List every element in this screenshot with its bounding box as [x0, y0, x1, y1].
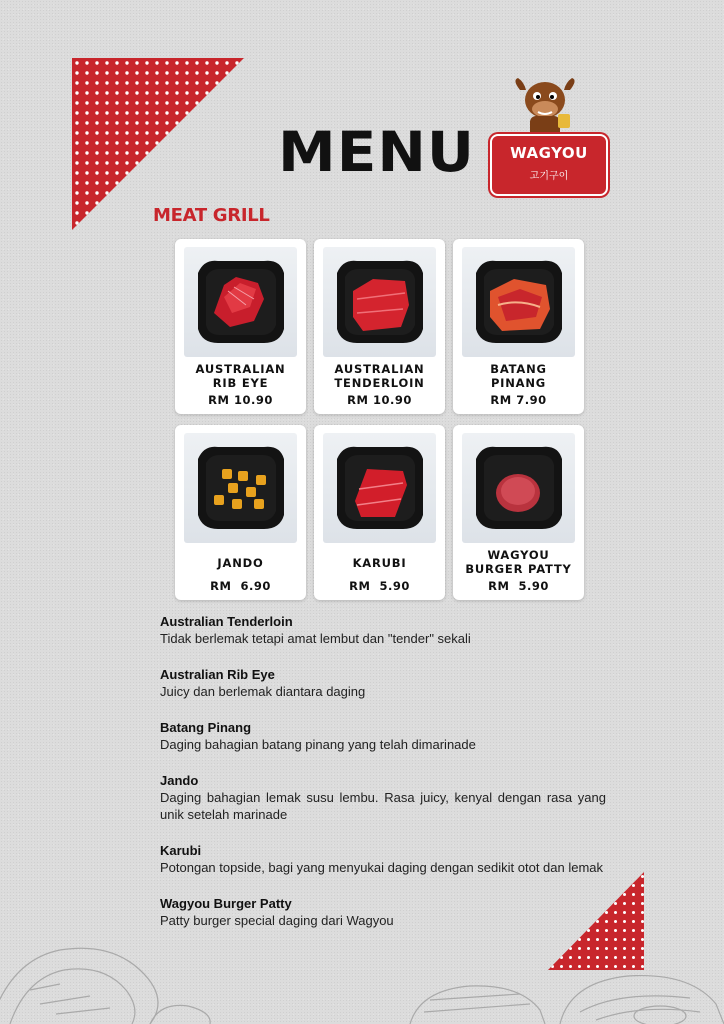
karubi-photo: [323, 433, 436, 543]
description-text: Tidak berlemak tetapi amat lembut dan "tender" sekali: [160, 631, 471, 646]
logo-badge: [490, 134, 608, 196]
description-item: [160, 772, 606, 823]
meat-sketch-illustration: [0, 920, 724, 1024]
jando-photo: [184, 433, 297, 543]
batang-pinang-photo: [462, 247, 575, 357]
menu-card-karubi: [314, 425, 445, 600]
description-name: Batang Pinang: [160, 720, 252, 735]
menu-card-australian-rib-eye: [175, 239, 306, 414]
tenderloin-photo: [323, 247, 436, 357]
cow-mascot-icon: [510, 76, 580, 142]
description-item: [160, 842, 606, 876]
menu-card-jando: [175, 425, 306, 600]
description-item: [160, 613, 606, 647]
section-title: MEAT GRILL: [153, 205, 270, 226]
menu-card-name: AUSTRALIAN TENDERLOIN: [334, 362, 425, 390]
menu-card-price: RM 7.90: [490, 393, 547, 407]
menu-card-batang-pinang: [453, 239, 584, 414]
description-text: Juicy dan berlemak diantara daging: [160, 684, 366, 699]
logo-name: WAGYOU: [510, 144, 588, 162]
menu-card-name: AUSTRALIAN RIB EYE: [195, 362, 286, 390]
description-name: Australian Tenderloin: [160, 614, 293, 629]
description-name: Jando: [160, 773, 199, 788]
description-text: Daging bahagian lemak susu lembu. Rasa juicy, kenyal dengan rasa yang unik setelah marinade: [160, 790, 606, 822]
description-item: [160, 666, 606, 700]
description-text: Potongan topside, bagi yang menyukai daging dengan sedikit otot dan lemak: [160, 860, 604, 875]
menu-card-price: RM 10.90: [347, 393, 412, 407]
logo-subtitle: 고기구이: [529, 171, 569, 182]
description-text: Patty burger special daging dari Wagyou: [160, 913, 394, 928]
wagyou-logo: [488, 76, 608, 194]
menu-descriptions: [160, 613, 606, 948]
menu-card-name: JANDO: [217, 556, 264, 570]
description-name: Australian Rib Eye: [160, 667, 275, 682]
description-item: [160, 719, 606, 753]
menu-card-price: RM 5.90: [488, 579, 549, 593]
menu-card-wagyou-burger-patty: [453, 425, 584, 600]
description-text: Daging bahagian batang pinang yang telah dimarinade: [160, 737, 476, 752]
description-name: Karubi: [160, 843, 202, 858]
menu-card-price: RM 6.90: [210, 579, 271, 593]
description-name: Wagyou Burger Patty: [160, 896, 292, 911]
burger-patty-photo: [462, 433, 575, 543]
rib-eye-photo: [184, 247, 297, 357]
page-title: MENU: [278, 119, 475, 185]
menu-card-price: RM 10.90: [208, 393, 273, 407]
menu-card-price: RM 5.90: [349, 579, 410, 593]
menu-grid: [175, 239, 585, 601]
menu-card-name: WAGYOU BURGER PATTY: [465, 548, 572, 576]
menu-card-australian-tenderloin: [314, 239, 445, 414]
menu-card-name: BATANG PINANG: [490, 362, 547, 390]
menu-card-name: KARUBI: [352, 556, 407, 570]
